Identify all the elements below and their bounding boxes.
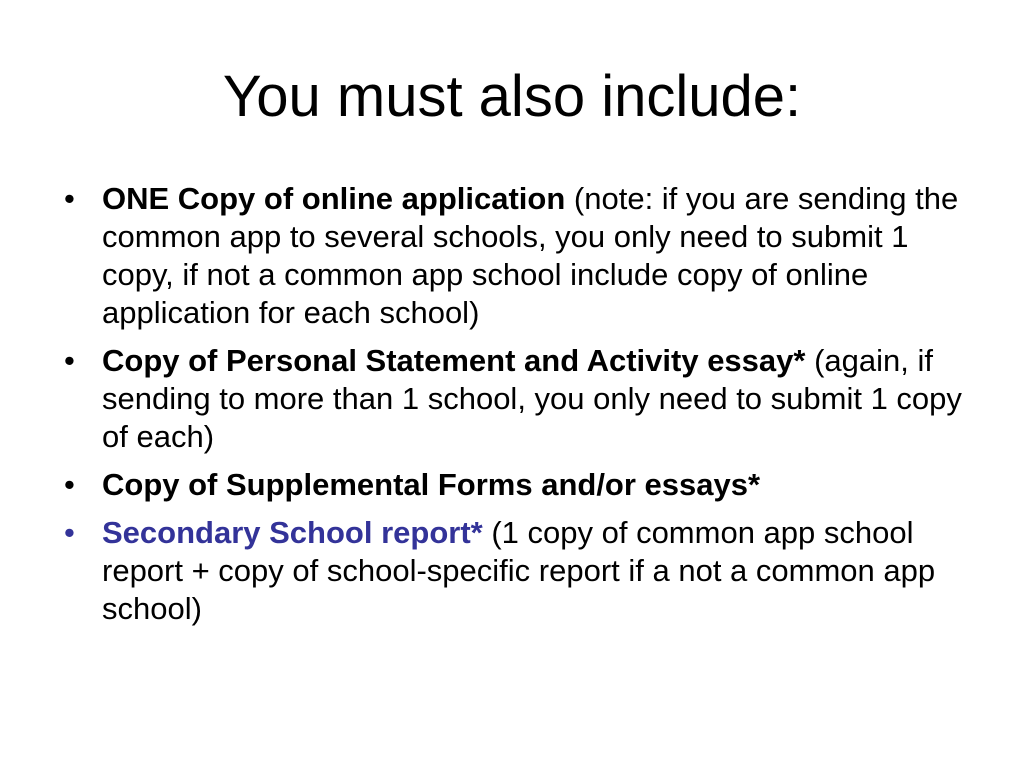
bullet-item-supplemental-forms [60, 466, 970, 504]
bullet-item-secondary-school-report [60, 514, 970, 628]
bullet-item-heading: Copy of Personal Statement and Activity essay* [102, 343, 806, 378]
bullet-item-heading: Secondary School report* [102, 515, 483, 550]
bullet-dot-icon: • [64, 515, 75, 550]
bullet-item-note: (again, if sending to more than 1 school, you only need to submit 1 copy of each) [102, 343, 962, 454]
bullet-item-heading: ONE Copy of online application [102, 181, 566, 216]
bullet-item-heading: Copy of Supplemental Forms and/or essays* [102, 467, 761, 502]
bullet-dot-icon: • [64, 467, 75, 502]
bullet-item-online-application [60, 180, 970, 332]
bullet-item-note: (note: if you are sending the common app to several schools, you only need to submit 1 copy, if not a common app school include copy of online application for each school) [102, 181, 959, 330]
bullet-item-note: (1 copy of common app school report + copy of school-specific report if a not a common app school) [102, 515, 936, 626]
bullet-item-personal-statement [60, 342, 970, 456]
slide-title: You must also include: [222, 64, 802, 129]
bullet-dot-icon: • [64, 181, 75, 216]
bullet-dot-icon: • [64, 343, 75, 378]
bullet-list [60, 180, 970, 638]
